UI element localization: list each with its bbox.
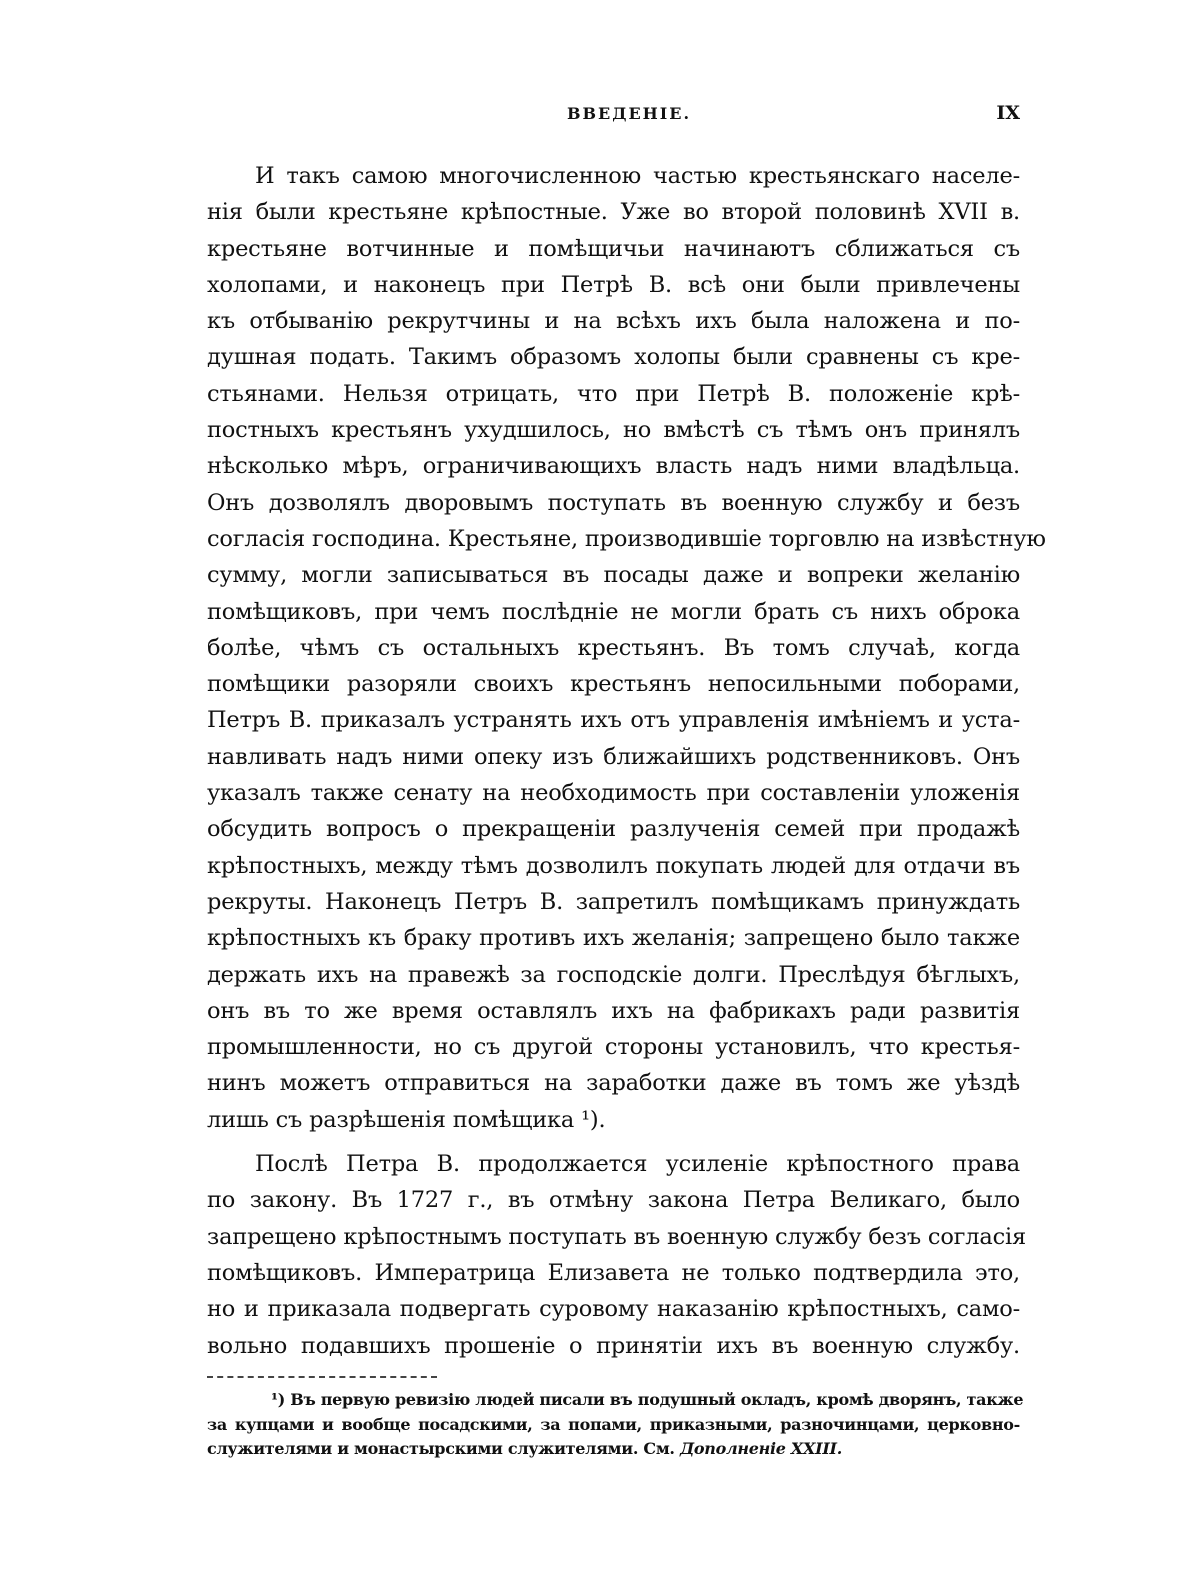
body-text	[207, 158, 1046, 1364]
text-line: Петръ В. приказалъ устранять ихъ отъ управленія имѣніемъ и уста-	[207, 707, 1020, 734]
page-header	[207, 100, 1020, 130]
text-line: къ отбыванію рекрутчины и на всѣхъ ихъ была наложена и по-	[207, 308, 1020, 335]
text-line: лишь съ разрѣшенія помѣщика ¹).	[207, 1106, 606, 1133]
text-line: помѣщиковъ. Императрица Елизавета не только подтвердила это,	[207, 1259, 1020, 1286]
text-line: холопами, и наконецъ при Петрѣ В. всѣ они были привлечены	[207, 271, 1020, 298]
text-line: сумму, могли записываться въ посады даже и вопреки желанію	[207, 562, 1020, 589]
paragraph-2	[207, 1146, 1026, 1364]
text-line: крѣпостныхъ къ браку противъ ихъ желанія; запрещено было также	[207, 925, 1020, 952]
text-line: согласія господина. Крестьяне, производившіе торговлю на извѣстную	[207, 525, 1046, 552]
page-number: IX	[996, 102, 1020, 124]
text-line: постныхъ крестьянъ ухудшилось, но вмѣстѣ съ тѣмъ онъ принялъ	[207, 417, 1020, 444]
footnote-line: ¹) Въ первую ревизію людей писали въ подушный окладъ, кромѣ дворянъ, также	[271, 1390, 1024, 1409]
text-line: Онъ дозволялъ дворовымъ поступать въ военную службу и безъ	[207, 489, 1020, 516]
text-line: вольно подавшихъ прошеніе о принятіи ихъ въ военную службу.	[207, 1332, 1020, 1359]
text-line: помѣщиковъ, при чемъ послѣдніе не могли брать съ нихъ оброка	[207, 598, 1020, 625]
footnote-reference: Дополненіе XXIII.	[679, 1439, 842, 1458]
text-line: нѣсколько мѣръ, ограничивающихъ власть надъ ними владѣльца.	[207, 453, 1020, 480]
text-line: И такъ самою многочисленною частью крестьянскаго населе-	[255, 163, 1020, 189]
paragraph-1	[207, 158, 1046, 1138]
text-line: запрещено крѣпостнымъ поступать въ военную службу безъ согласія	[207, 1223, 1026, 1250]
footnote-text: служителями и монастырскими служителями. См.	[207, 1439, 680, 1458]
text-line: но и приказала подвергать суровому наказанію крѣпостныхъ, само-	[207, 1296, 1020, 1323]
text-line: онъ въ то же время оставлялъ ихъ на фабрикахъ ради развитія	[207, 997, 1020, 1024]
footnote-divider	[207, 1376, 437, 1378]
running-title: ВВЕДЕНІЕ.	[567, 104, 692, 123]
footnote-line: за купцами и вообще посадскими, за попами, приказными, разночинцами, церковно-	[207, 1414, 1020, 1434]
text-line: по закону. Въ 1727 г., въ отмѣну закона Петра Великаго, было	[207, 1187, 1020, 1214]
text-line: держать ихъ на правежѣ за господскіе долги. Преслѣдуя бѣглыхъ,	[207, 961, 1020, 988]
text-line: Послѣ Петра В. продолжается усиленіе крѣпостного права	[255, 1151, 1020, 1178]
text-line: нинъ можетъ отправиться на заработки даже въ томъ же уѣздѣ	[207, 1070, 1020, 1097]
text-line: указалъ также сенату на необходимость при составленіи уложенія	[207, 780, 1020, 807]
footnote-line	[207, 1437, 1020, 1462]
text-line: душная подать. Такимъ образомъ холопы были сравнены съ кре-	[207, 344, 1020, 371]
text-line: стьянами. Нельзя отрицать, что при Петрѣ В. положеніе крѣ-	[207, 380, 1020, 407]
text-line: обсудить вопросъ о прекращеніи разлученія семей при продажѣ	[207, 816, 1020, 843]
text-line: рекруты. Наконецъ Петръ В. запретилъ помѣщикамъ принуждать	[207, 888, 1020, 915]
text-line: крѣпостныхъ, между тѣмъ дозволилъ покупать людей для отдачи въ	[207, 852, 1020, 879]
footnote	[207, 1388, 1024, 1462]
text-line: крестьяне вотчинные и помѣщичьи начинаютъ сближаться съ	[207, 235, 1020, 262]
text-line: навливать надъ ними опеку изъ ближайшихъ родственниковъ. Онъ	[207, 743, 1020, 770]
text-line: промышленности, но съ другой стороны установилъ, что крестья-	[207, 1034, 1020, 1061]
text-line: нія были крестьяне крѣпостные. Уже во второй половинѣ XVII в.	[207, 199, 1020, 226]
text-line: помѣщики разоряли своихъ крестьянъ непосильными поборами,	[207, 671, 1020, 698]
text-line: болѣе, чѣмъ съ остальныхъ крестьянъ. Въ томъ случаѣ, когда	[207, 634, 1020, 661]
